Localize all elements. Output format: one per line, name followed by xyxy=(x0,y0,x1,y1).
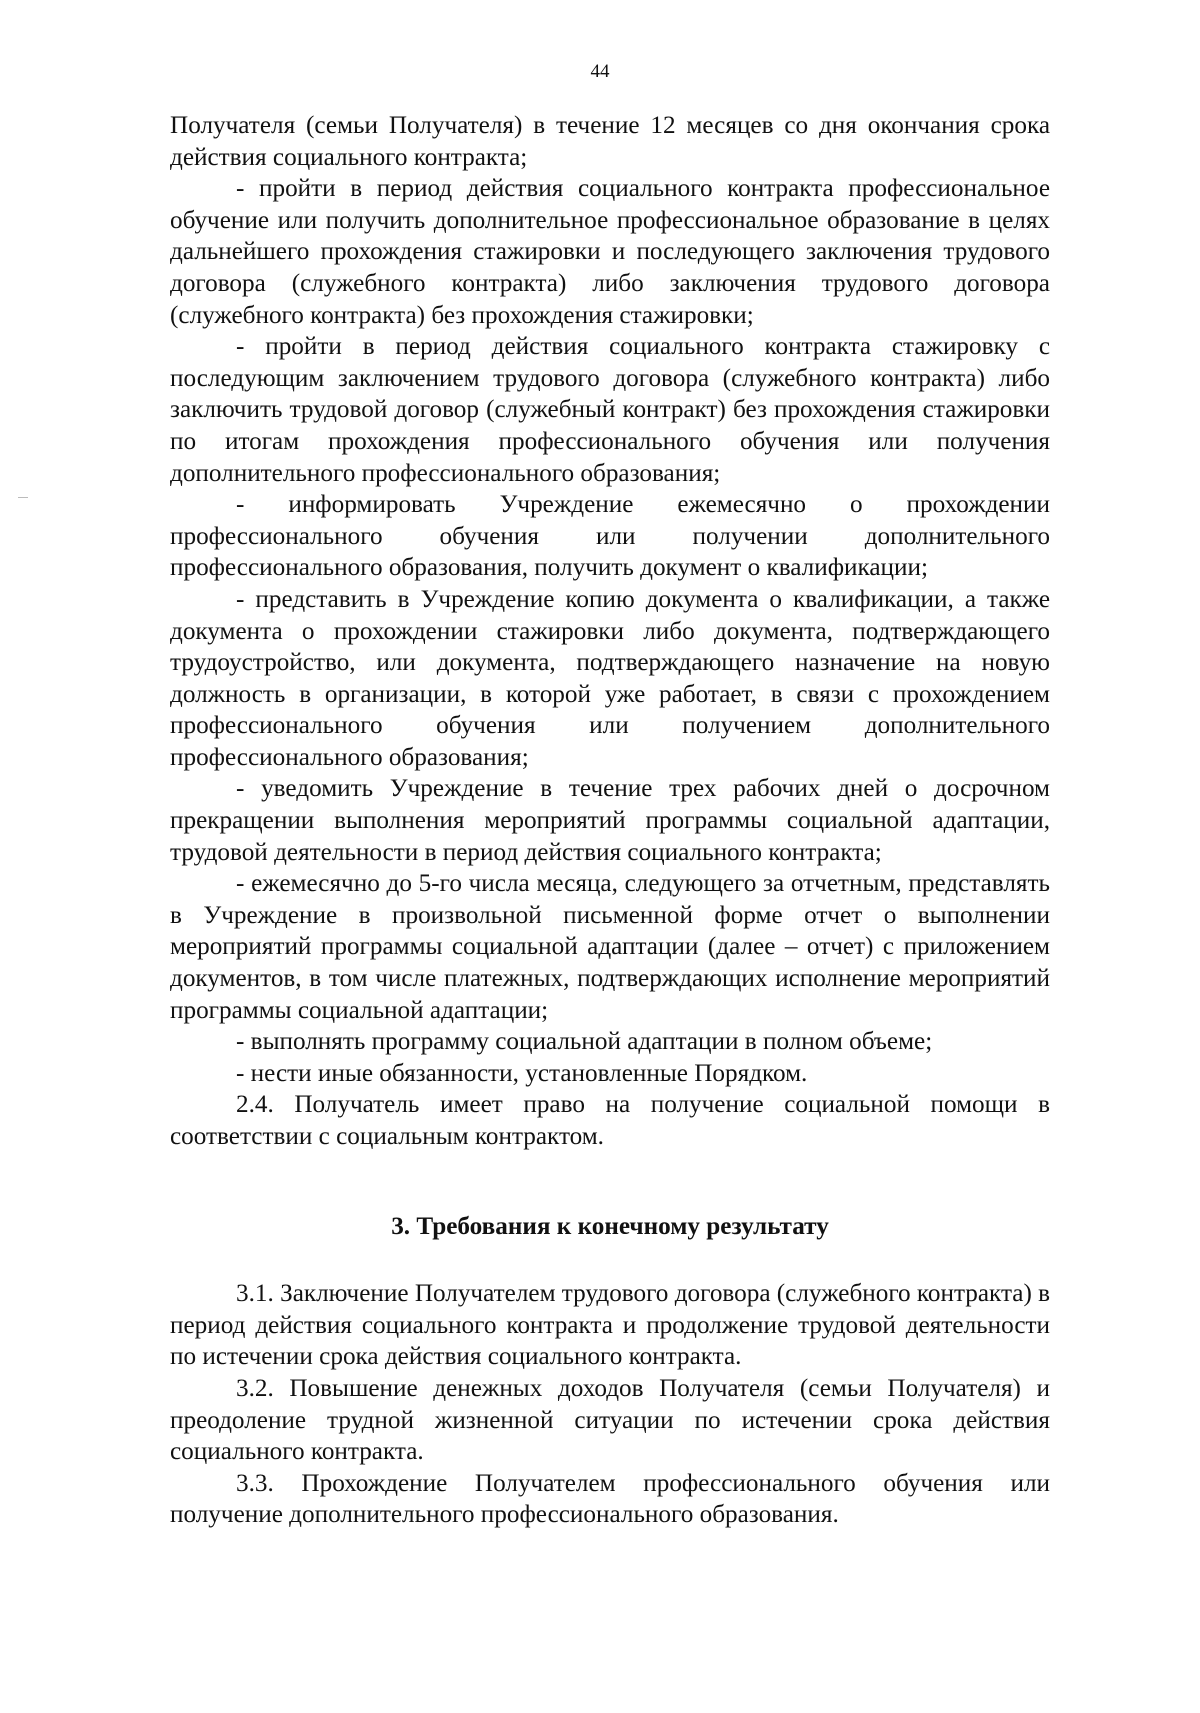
scan-artifact xyxy=(18,497,28,498)
document-body xyxy=(170,110,1050,1531)
paragraph: 3.3. Прохождение Получателем профессионального обучения или получение дополнительного профессионального образования. xyxy=(170,1469,1050,1529)
continued-paragraph: Получателя (семьи Получателя) в течение 12 месяцев со дня окончания срока действия социального контракта; xyxy=(170,112,1050,171)
paragraph: - нести иные обязанности, установленные Порядком. xyxy=(236,1059,808,1087)
requirements-list xyxy=(170,1278,1050,1531)
paragraph: - пройти в период действия социального контракта профессиональное обучение или получить дополнительное профессиональное образование в целях дальнейшего прохождения стажировки и последующего заключения трудового договора (служебного контракта) либо заключения трудового договора (служебного контракта) без прохождения стажировки; xyxy=(170,175,1050,329)
paragraph: 2.4. Получатель имеет право на получение социальной помощи в соответствии с социальным контрактом. xyxy=(170,1091,1050,1150)
section-heading: 3. Требования к конечному результату xyxy=(391,1212,829,1240)
paragraph: - представить в Учреждение копию документа о квалификации, а также документа о прохождении стажировки либо документа, подтверждающего трудоустройство, или документа, подтверждающего назначение на новую должность в организации, в которой уже работает, в связи с прохождением профессионального обучения или получением дополнительного профессионального образования; xyxy=(170,585,1050,771)
paragraph: - уведомить Учреждение в течение трех рабочих дней о досрочном прекращении выполнения мероприятий программы социальной адаптации, трудовой деятельности в период действия социального контракта; xyxy=(170,775,1050,866)
page-number: 44 xyxy=(590,61,610,82)
paragraph: 3.2. Повышение денежных доходов Получателя (семьи Получателя) и преодоление трудной жизненной ситуации по истечении срока действия социального контракта. xyxy=(170,1374,1050,1466)
paragraph: - выполнять программу социальной адаптации в полном объеме; xyxy=(236,1028,933,1056)
paragraph: - пройти в период действия социального контракта стажировку с последующим заключением трудового договора (служебного контракта) либо заключить трудовой договор (служебный контракт) без прохождения стажировки по итогам прохождения профессионального обучения или получения дополнительного профессионального образования; xyxy=(170,333,1050,487)
paragraph: - ежемесячно до 5-го числа месяца, следующего за отчетным, представлять в Учреждение в произвольной письменной форме отчет о выполнении мероприятий программы социальной адаптации (далее – отчет) с приложением документов, в том числе платежных, подтверждающих исполнение мероприятий программы социальной адаптации; xyxy=(170,870,1050,1024)
paragraph: 3.1. Заключение Получателем трудового договора (служебного контракта) в период действия социального контракта и продолжение трудовой деятельности по истечении срока действия социального контракта. xyxy=(170,1280,1051,1371)
paragraph: - информировать Учреждение ежемесячно о прохождении профессионального обучения или получении дополнительного профессионального образования, получить документ о квалификации; xyxy=(170,491,1050,582)
obligations-list xyxy=(170,110,1050,1153)
